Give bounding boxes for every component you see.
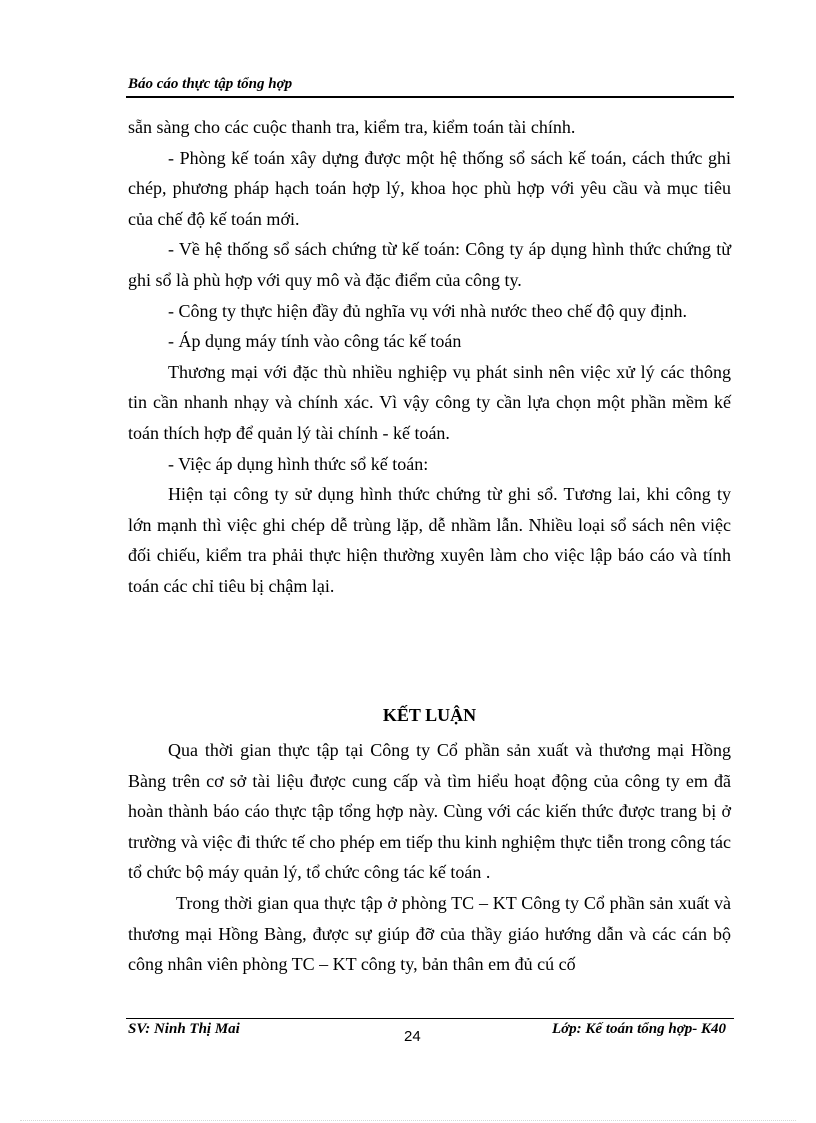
header-divider — [126, 96, 734, 98]
conclusion-text — [128, 735, 731, 980]
footer-student: SV: Ninh Thị Mai — [128, 1021, 240, 1037]
body-text — [128, 112, 731, 602]
paragraph: - Công ty thực hiện đầy đủ nghĩa vụ với nhà nước theo chế độ quy định. — [168, 300, 687, 321]
page-edge-divider — [20, 1120, 796, 1121]
page-number: 24 — [404, 1028, 421, 1045]
paragraph: - Việc áp dụng hình thức sổ kế toán: — [168, 453, 429, 474]
paragraph: Trong thời gian qua thực tập ở phòng TC – KT Công ty Cổ phần sản xuất và thương mại Hồng Bàng, được sự giúp đỡ của thầy giáo hướng dẫn và các cán bộ công nhân viên phòng TC – KT công ty, bản thân em đủ cú cố — [128, 892, 731, 975]
section-heading: KẾT LUẬN — [382, 705, 477, 725]
paragraph: Hiện tại công ty sử dụng hình thức chứng từ ghi sổ. Tương lai, khi công ty lớn mạnh thì việc ghi chép dễ trùng lặp, dễ nhầm lẫn. Nhiều loại sổ sách nên việc đối chiếu, kiểm tra phải thực hiện thường xuyên làm cho việc lập báo cáo và tính toán các chỉ tiêu bị chậm lại. — [128, 484, 731, 596]
paragraph: sẵn sàng cho các cuộc thanh tra, kiểm tra, kiểm toán tài chính. — [128, 117, 576, 137]
footer-class: Lớp: Kế toán tổng hợp- K40 — [551, 1021, 726, 1037]
paragraph: Thương mại với đặc thù nhiều nghiệp vụ phát sinh nên việc xử lý các thông tin cần nhanh nhạy và chính xác. Vì vậy công ty cần lựa chọn một phần mềm kế toán thích hợp để quản lý tài chính - kế toán. — [128, 361, 731, 443]
paragraph: - Phòng kế toán xây dựng được một hệ thống sổ sách kế toán, cách thức ghi chép, phương pháp hạch toán hợp lý, khoa học phù hợp với yêu cầu và mục tiêu của chế độ kế toán mới. — [128, 147, 731, 229]
paragraph: - Về hệ thống sổ sách chứng từ kế toán: Công ty áp dụng hình thức chứng từ ghi sổ là phù hợp với quy mô và đặc điểm của công ty. — [128, 239, 731, 290]
paragraph: Qua thời gian thực tập tại Công ty Cổ phần sản xuất và thương mại Hồng Bàng trên cơ sở tài liệu được cung cấp và tìm hiểu hoạt động của công ty em đã hoàn thành báo cáo thực tập tổng hợp này. Cùng với các kiến thức được trang bị ở trường và việc đi thức tế cho phép em tiếp thu kinh nghiệm thực tiễn trong công tác tổ chức bộ máy quản lý, tổ chức công tác kế toán . — [128, 740, 731, 883]
paragraph: - Áp dụng máy tính vào công tác kế toán — [168, 331, 462, 352]
footer-divider — [126, 1018, 734, 1019]
header-title: Báo cáo thực tập tổng hợp — [128, 76, 293, 92]
